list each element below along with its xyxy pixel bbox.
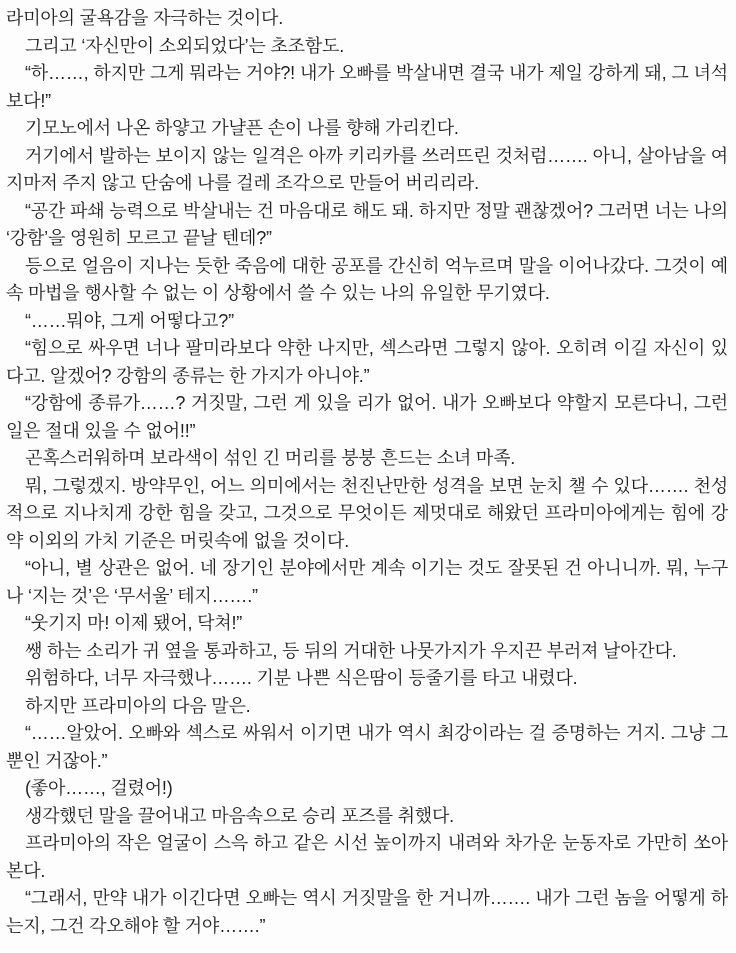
paragraph: “강함에 종류가……? 거짓말, 그런 게 있을 리가 없어. 내가 오빠보다 약할지 모른다니, 그런 일은 절대 있을 수 없어!!”: [6, 393, 728, 441]
paragraph: 하지만 프라미아의 다음 말은.: [25, 695, 251, 716]
paragraph: 뭐, 그렇겠지. 방약무인, 어느 의미에서는 천진난만한 성격을 보면 눈치 챌 수 있다……. 천성적으로 지나치게 강한 힘을 갖고, 그것으로 무엇이든 제멋대로 해왔던 프라미아에게는 힘에 강약 이외의 가치 기준은 머릿속에 없을 것이다.: [6, 475, 728, 551]
paragraph: “공간 파쇄 능력으로 박살내는 건 마음대로 해도 돼. 하지만 정말 괜찮겠어? 그러면 너는 나의 ‘강함’을 영원히 모르고 끝날 텐데?”: [6, 200, 728, 248]
paragraph: “힘으로 싸우면 너나 팔미라보다 약한 나지만, 섹스라면 그렇지 않아. 오히려 이길 자신이 있다고. 알겠어? 강함의 종류는 한 가지가 아니야.”: [6, 338, 728, 386]
paragraph: 쌩 하는 소리가 귀 옆을 통과하고, 등 뒤의 거대한 나뭇가지가 우지끈 부러져 날아간다.: [25, 640, 677, 661]
paragraph: 등으로 얼음이 지나는 듯한 죽음에 대한 공포를 간신히 억누르며 말을 이어나갔다. 그것이 예속 마법을 행사할 수 없는 이 상황에서 쓸 수 있는 나의 유일한 무기였다.: [6, 255, 728, 303]
paragraph: 그리고 ‘자신만이 소외되었다’는 초조함도.: [25, 35, 344, 56]
paragraph: 위험하다, 너무 자극했나……. 기분 나쁜 식은땀이 등줄기를 타고 내렸다.: [25, 668, 578, 688]
paragraph: “웃기지 마! 이제 됐어, 닥쳐!”: [25, 613, 243, 633]
paragraph: 기모노에서 나온 하얗고 가냘픈 손이 나를 향해 가리킨다.: [25, 118, 459, 138]
paragraph: 라미아의 굴욕감을 자극하는 것이다.: [6, 8, 284, 28]
paragraph: “그래서, 만약 내가 이긴다면 오빠는 역시 거짓말을 한 거니까……. 내가 그런 놈을 어떻게 하는지, 그건 각오해야 할 거야…….”: [6, 888, 728, 936]
paragraph: (좋아……, 걸렸어!): [25, 778, 173, 798]
paragraph: 곤혹스러워하며 보라색이 섞인 긴 머리를 붕붕 흔드는 소녀 마족.: [25, 448, 516, 468]
paragraph: “하……, 하지만 그게 뭐라는 거야?! 내가 오빠를 박살내면 결국 내가 제일 강하게 돼, 그 녀석보다!”: [6, 63, 728, 111]
paragraph: “아니, 별 상관은 없어. 네 장기인 분야에서만 계속 이기는 것도 잘못된 건 아니니까. 뭐, 누구나 ‘지는 것’은 ‘무서울’ 테지…….”: [6, 558, 728, 606]
paragraph: “……알았어. 오빠와 섹스로 싸워서 이기면 내가 역시 최강이라는 걸 증명하는 거지. 그냥 그뿐인 거잖아.”: [6, 723, 728, 771]
paragraph: 프라미아의 작은 얼굴이 스윽 하고 같은 시선 높이까지 내려와 차가운 눈동자로 가만히 쏘아본다.: [6, 833, 728, 881]
paragraph: 생각했던 말을 끌어내고 마음속으로 승리 포즈를 취했다.: [25, 805, 454, 826]
paragraph: “……뭐야, 그게 어떻다고?”: [25, 310, 234, 331]
paragraph: 거기에서 발하는 보이지 않는 일격은 아까 키리카를 쓰러뜨린 것처럼……. 아니, 살아남을 여지마저 주지 않고 단숨에 나를 걸레 조각으로 만들어 버리리라.: [6, 145, 728, 193]
